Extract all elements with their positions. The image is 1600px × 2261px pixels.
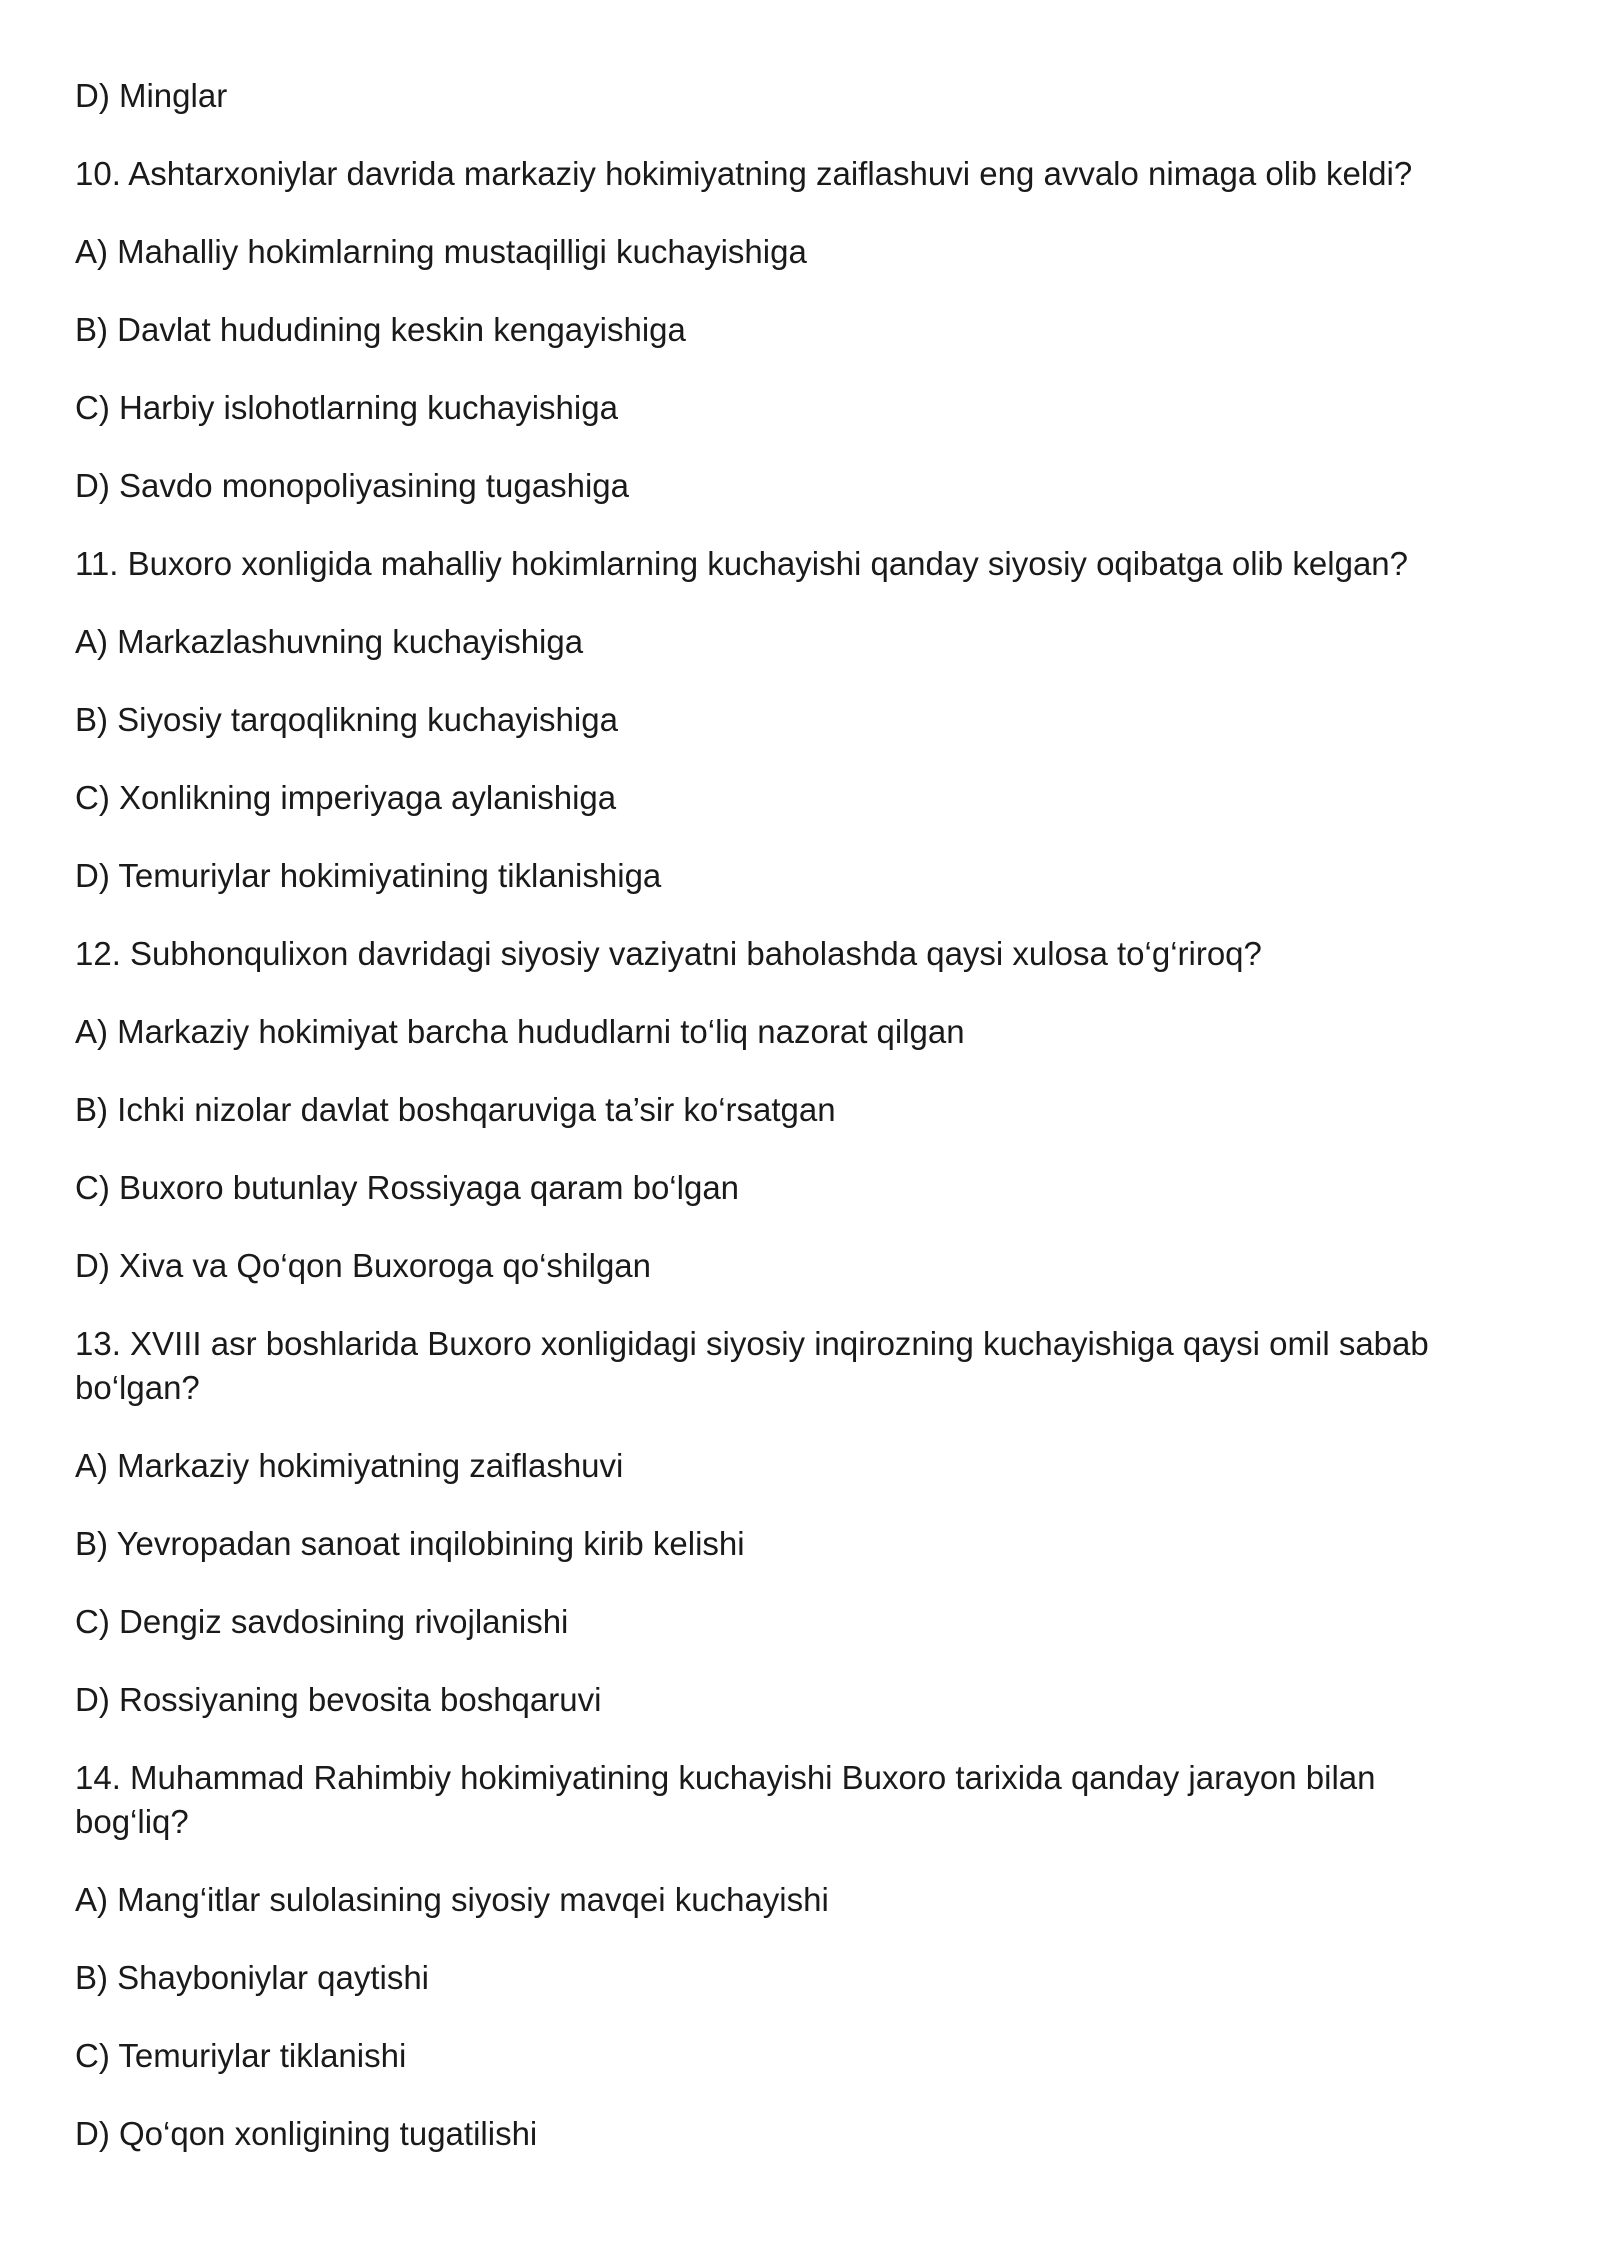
option-13-d: D) Rossiyaning bevosita boshqaruvi: [75, 1681, 602, 1718]
option-14-d: D) Qo‘qon xonligining tugatilishi: [75, 2115, 538, 2152]
option-14-b: B) Shayboniylar qaytishi: [75, 1959, 430, 1996]
option-14-a: A) Mang‘itlar sulolasining siyosiy mavqei kuchayishi: [75, 1881, 829, 1918]
quiz-document: [75, 74, 1495, 2156]
option-11-b: B) Siyosiy tarqoqlikning kuchayishiga: [75, 701, 618, 738]
option-12-a: A) Markaziy hokimiyat barcha hududlarni to‘liq nazorat qilgan: [75, 1013, 965, 1050]
option-13-c: C) Dengiz savdosining rivojlanishi: [75, 1603, 569, 1640]
question-12: 12. Subhonqulixon davridagi siyosiy vaziyatni baholashda qaysi xulosa to‘g‘riroq?: [75, 935, 1262, 972]
question-11: 11. Buxoro xonligida mahalliy hokimlarning kuchayishi qanday siyosiy oqibatga olib kelgan?: [75, 545, 1409, 582]
option-10-b: B) Davlat hududining keskin kengayishiga: [75, 311, 686, 348]
option-10-a: A) Mahalliy hokimlarning mustaqilligi kuchayishiga: [75, 233, 807, 270]
option-13-b: B) Yevropadan sanoat inqilobining kirib kelishi: [75, 1525, 745, 1562]
question-13: 13. XVIII asr boshlarida Buxoro xonligidagi siyosiy inqirozning kuchayishiga qaysi omil sabab bo‘lgan?: [75, 1325, 1429, 1406]
option-11-d: D) Temuriylar hokimiyatining tiklanishiga: [75, 857, 662, 894]
option-9-d: D) Minglar: [75, 77, 228, 114]
question-10: 10. Ashtarxoniylar davrida markaziy hokimiyatning zaiflashuvi eng avvalo nimaga olib keldi?: [75, 155, 1413, 192]
option-10-d: D) Savdo monopoliyasining tugashiga: [75, 467, 630, 504]
option-12-d: D) Xiva va Qo‘qon Buxoroga qo‘shilgan: [75, 1247, 652, 1284]
option-10-c: C) Harbiy islohotlarning kuchayishiga: [75, 389, 618, 426]
option-13-a: A) Markaziy hokimiyatning zaiflashuvi: [75, 1447, 624, 1484]
option-12-c: C) Buxoro butunlay Rossiyaga qaram bo‘lgan: [75, 1169, 740, 1206]
option-12-b: B) Ichki nizolar davlat boshqaruviga ta’sir ko‘rsatgan: [75, 1091, 836, 1128]
option-11-a: A) Markazlashuvning kuchayishiga: [75, 623, 584, 660]
option-11-c: C) Xonlikning imperiyaga aylanishiga: [75, 779, 617, 816]
option-14-c: C) Temuriylar tiklanishi: [75, 2037, 407, 2074]
question-14: 14. Muhammad Rahimbiy hokimiyatining kuchayishi Buxoro tarixida qanday jarayon bilan bog‘liq?: [75, 1759, 1376, 1840]
